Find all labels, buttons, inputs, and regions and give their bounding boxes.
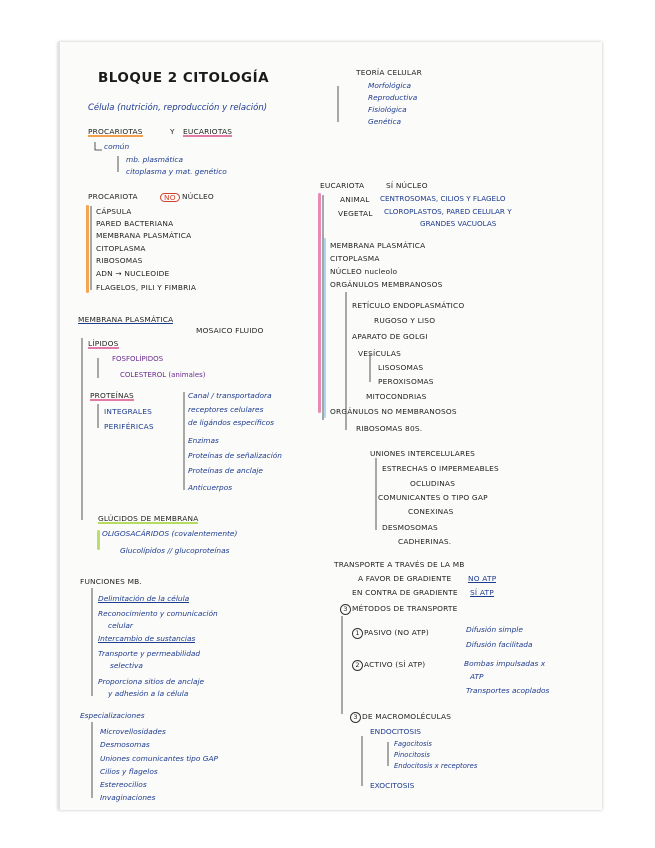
organulo-item: RIBOSOMAS 80S. (356, 424, 423, 433)
organulo-item: PEROXISOMAS (378, 377, 434, 386)
pinocitosis: Pinocitosis (394, 751, 430, 759)
funcion-item: Transporte y permeabilidad (98, 649, 201, 658)
organulo-item: APARATO DE GOLGI (352, 332, 428, 341)
oligosacaridos: OLIGOSACÁRIDOS (covalentemente) (102, 529, 238, 538)
cito-item: citoplasma y mat. genético (126, 167, 227, 176)
teoria-item: Genética (368, 117, 402, 126)
eucariotas-heading: EUCARIOTAS (183, 127, 233, 136)
membrana-title: MEMBRANA PLASMÁTICA (78, 315, 174, 324)
glucolipidos: Glucolípidos // glucoproteínas (120, 546, 230, 555)
especializacion-item: Uniones comunicantes tipo GAP (100, 754, 218, 763)
proteina-funcion: Proteínas de anclaje (188, 466, 263, 475)
procariota-item: CITOPLASMA (96, 244, 146, 253)
no-badge: NO (160, 193, 180, 202)
number-2-circle: 2 (352, 660, 363, 671)
procariota-title: PROCARIOTA (88, 192, 138, 201)
procariota-item: MEMBRANA PLASMÁTICA (96, 231, 192, 240)
blue-highlight (323, 238, 326, 418)
atp-label: ATP (470, 672, 484, 681)
si-nucleo: SÍ NÚCLEO (386, 181, 428, 190)
uniones-title: UNIONES INTERCELULARES (370, 449, 476, 458)
eucariota-item: ORGÁNULOS NO MEMBRANOSOS (330, 407, 457, 416)
organulo-item: MITOCONDRIAS (366, 392, 427, 401)
exocitosis: EXOCITOSIS (370, 781, 415, 790)
proteina-funcion: de ligándos específicos (188, 418, 274, 427)
organulo-item: RUGOSO Y LISO (374, 316, 436, 325)
procariota-item: FLAGELOS, PILI Y FIMBRIA (96, 283, 197, 292)
union-item: DESMOSOMAS (382, 523, 438, 532)
procariota-item: ADN → NUCLEOIDE (96, 269, 170, 278)
organulo-item: VESÍCULAS (358, 349, 402, 358)
proteina-funcion: receptores celulares (188, 405, 264, 414)
funcion-item: selectiva (110, 661, 143, 670)
transportes-acoplados: Transportes acoplados (466, 686, 550, 695)
endocitosis-receptores: Endocitosis x receptores (394, 762, 478, 770)
organulo-item: RETÍCULO ENDOPLASMÁTICO (352, 301, 465, 310)
eucariota-item: MEMBRANA PLASMÁTICA (330, 241, 426, 250)
comun-label: común (104, 142, 130, 151)
fosfolipidos: FOSFOLÍPIDOS (112, 355, 164, 363)
number-3-circle: 3 (340, 604, 351, 615)
union-item: COMUNICANTES O TIPO GAP (378, 493, 488, 502)
teoria-item: Reproductiva (368, 93, 418, 102)
teoria-item: Fisiológica (368, 105, 407, 114)
especializacion-item: Microvellosidades (100, 727, 166, 736)
funcion-item: Intercambio de sustancias (98, 634, 196, 643)
nucleo-label: NÚCLEO (182, 192, 214, 201)
organulo-item: LISOSOMAS (378, 363, 424, 372)
glucidos-label: GLÚCIDOS DE MEMBRANA (98, 514, 199, 523)
lipidos-label: LÍPIDOS (88, 339, 119, 348)
especializacion-item: Cilios y flagelos (100, 767, 158, 776)
and-word: Y (170, 127, 175, 136)
eucariota-item: CITOPLASMA (330, 254, 380, 263)
eucariota-item: ORGÁNULOS MEMBRANOSOS (330, 280, 443, 289)
especializacion-item: Desmosomas (100, 740, 150, 749)
especializacion-item: Invaginaciones (100, 793, 156, 802)
fagocitosis: Fagocitosis (394, 740, 432, 748)
proteina-funcion: Anticuerpos (188, 483, 233, 492)
en-contra: EN CONTRA DE GRADIENTE (352, 588, 458, 597)
animal-label: ANIMAL (340, 195, 370, 204)
mosaico-fluido: MOSAICO FLUIDO (196, 326, 264, 335)
difusion-facilitada: Difusión facilitada (466, 640, 533, 649)
funcion-item: Proporciona sitios de anclaje (98, 677, 205, 686)
perifericas: PERIFÉRICAS (104, 422, 154, 431)
teoria-title: TEORÍA CELULAR (356, 68, 422, 77)
bombas: Bombas impulsadas x (464, 659, 546, 668)
eucariota-title: EUCARIOTA (320, 181, 365, 190)
endocitosis: ENDOCITOSIS (370, 727, 421, 736)
no-atp: NO ATP (468, 574, 497, 583)
si-atp: SÍ ATP (470, 588, 494, 597)
integrales: INTEGRALES (104, 407, 152, 416)
union-sub: OCLUDINAS (410, 479, 456, 488)
procariota-item: PARED BACTERIANA (96, 219, 174, 228)
number-1-circle: 1 (352, 628, 363, 639)
especializaciones-title: Especializaciones (80, 711, 145, 720)
colesterol: COLESTEROL (animales) (120, 371, 206, 379)
macromoleculas: DE MACROMOLÉCULAS (362, 712, 452, 721)
pink-highlight (318, 193, 321, 413)
funcion-item: Delimitación de la célula (98, 594, 190, 603)
green-highlight (97, 530, 100, 550)
union-sub: CONEXINAS (408, 507, 454, 516)
metodos-title: MÉTODOS DE TRANSPORTE (352, 604, 458, 613)
procariotas-heading: PROCARIOTAS (88, 127, 143, 136)
proteina-funcion: Proteínas de señalización (188, 451, 282, 460)
union-sub: CADHERINAS. (398, 537, 452, 546)
subtitle: Célula (nutrición, reproducción y relación) (88, 103, 268, 113)
activo: ACTIVO (SÍ ATP) (364, 660, 426, 669)
proteina-funcion: Canal / transportadora (188, 391, 272, 400)
proteina-funcion: Enzimas (188, 436, 219, 445)
vegetal-label: VEGETAL (338, 209, 373, 218)
number-3b-circle: 3 (350, 712, 361, 723)
funcion-item: y adhesión a la célula (108, 689, 189, 698)
funciones-title: FUNCIONES MB. (80, 577, 142, 586)
vegetal-text: CLOROPLASTOS, PARED CELULAR Y (384, 207, 512, 216)
pasivo: PASIVO (NO ATP) (364, 628, 429, 637)
eucariota-item: NÚCLEO nucleolo (330, 267, 398, 276)
union-item: ESTRECHAS O IMPERMEABLES (382, 464, 499, 473)
a-favor: A FAVOR DE GRADIENTE (358, 574, 452, 583)
difusion-simple: Difusión simple (466, 625, 523, 634)
animal-text: CENTROSOMAS, CILIOS Y FLAGELO (380, 194, 506, 203)
transporte-title: TRANSPORTE A TRAVÉS DE LA MB (334, 560, 465, 569)
orange-highlight (86, 205, 89, 293)
page-title: BLOQUE 2 CITOLOGÍA (98, 70, 270, 86)
funcion-item: Reconocimiento y comunicación (98, 609, 218, 618)
proteinas-label: PROTEÍNAS (90, 391, 134, 400)
teoria-item: Morfológica (368, 81, 411, 90)
procariota-item: CÁPSULA (96, 207, 132, 216)
especializacion-item: Estereocilios (100, 780, 147, 789)
funcion-item: celular (108, 621, 133, 630)
mb-item: mb. plasmática (126, 155, 183, 164)
vegetal-text2: GRANDES VACUOLAS (420, 219, 497, 228)
procariota-item: RIBOSOMAS (96, 256, 143, 265)
